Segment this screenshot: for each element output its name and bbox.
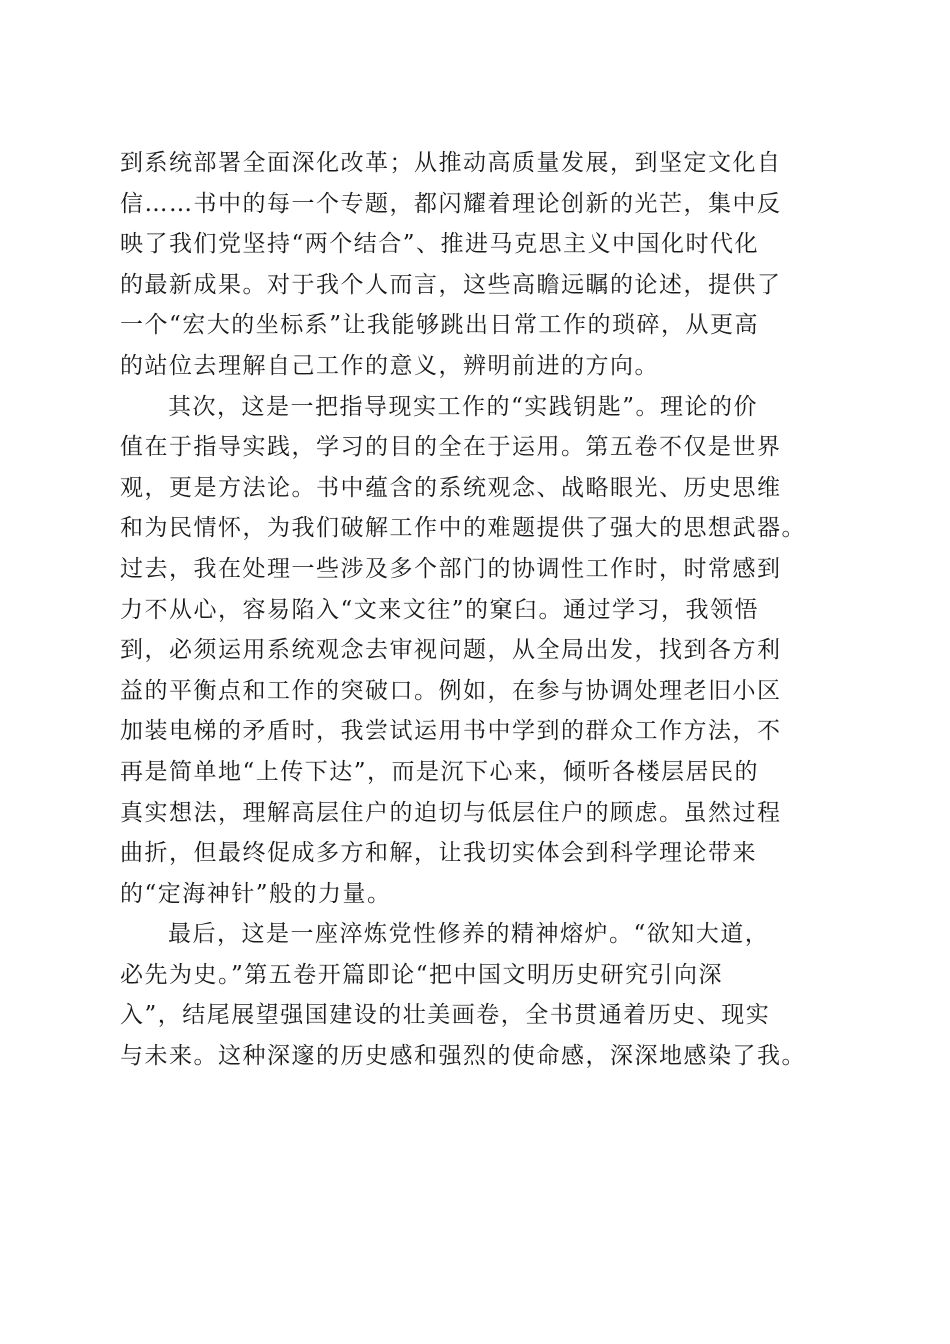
text-line: 到，必须运用系统观念去审视问题，从全局出发，找到各方利	[120, 637, 782, 664]
text-line: 力不从心，容易陷入“文来文往”的窠臼。通过学习，我领悟	[120, 596, 760, 623]
text-line: 曲折，但最终促成多方和解，让我切实体会到科学理论带来	[120, 840, 757, 867]
text-line: 和为民情怀，为我们破解工作中的难题提供了强大的思想武器。	[120, 515, 806, 542]
text-line: 的最新成果。对于我个人而言，这些高瞻远瞩的论述，提供了	[120, 271, 782, 298]
paragraph-start-line: 最后，这是一座淬炼党性修养的精神熔炉。“欲知大道，	[168, 921, 770, 948]
text-line: 与未来。这种深邃的历史感和强烈的使命感，深深地感染了我。	[120, 1043, 806, 1070]
body-text	[120, 143, 840, 1077]
paragraph-start-line: 其次，这是一把指导现实工作的“实践钥匙”。理论的价	[168, 393, 759, 420]
text-line: 观，更是方法论。书中蕴含的系统观念、战略眼光、历史思维	[120, 474, 782, 501]
text-line: 到系统部署全面深化改革；从推动高质量发展，到坚定文化自	[120, 150, 782, 176]
text-line: 过去，我在处理一些涉及多个部门的协调性工作时，时常感到	[120, 555, 782, 582]
text-line: 益的平衡点和工作的突破口。例如，在参与协调处理老旧小区	[120, 677, 782, 704]
text-line: 一个“宏大的坐标系”让我能够跳出日常工作的琐碎，从更高	[120, 312, 760, 339]
text-line: 值在于指导实践，学习的目的全在于运用。第五卷不仅是世界	[120, 434, 782, 461]
text-line: 入”，结尾展望强国建设的壮美画卷，全书贯通着历史、现实	[120, 1002, 771, 1029]
text-line: 加装电梯的矛盾时，我尝试运用书中学到的群众工作方法，不	[120, 718, 782, 745]
text-line: 必先为史。”第五卷开篇即论“把中国文明历史研究引向深	[120, 961, 724, 988]
text-line: 映了我们党坚持“两个结合”、推进马克思主义中国化时代化	[120, 231, 760, 258]
text-line: 的站位去理解自己工作的意义，辨明前进的方向。	[120, 352, 659, 379]
text-line: 再是简单地“上传下达”，而是沉下心来，倾听各楼层居民的	[120, 758, 760, 785]
text-line: 信……书中的每一个专题，都闪耀着理论创新的光芒，集中反	[120, 190, 782, 217]
text-line: 的“定海神针”般的力量。	[120, 880, 392, 907]
text-line: 真实想法，理解高层住户的迫切与低层住户的顾虑。虽然过程	[120, 799, 782, 826]
